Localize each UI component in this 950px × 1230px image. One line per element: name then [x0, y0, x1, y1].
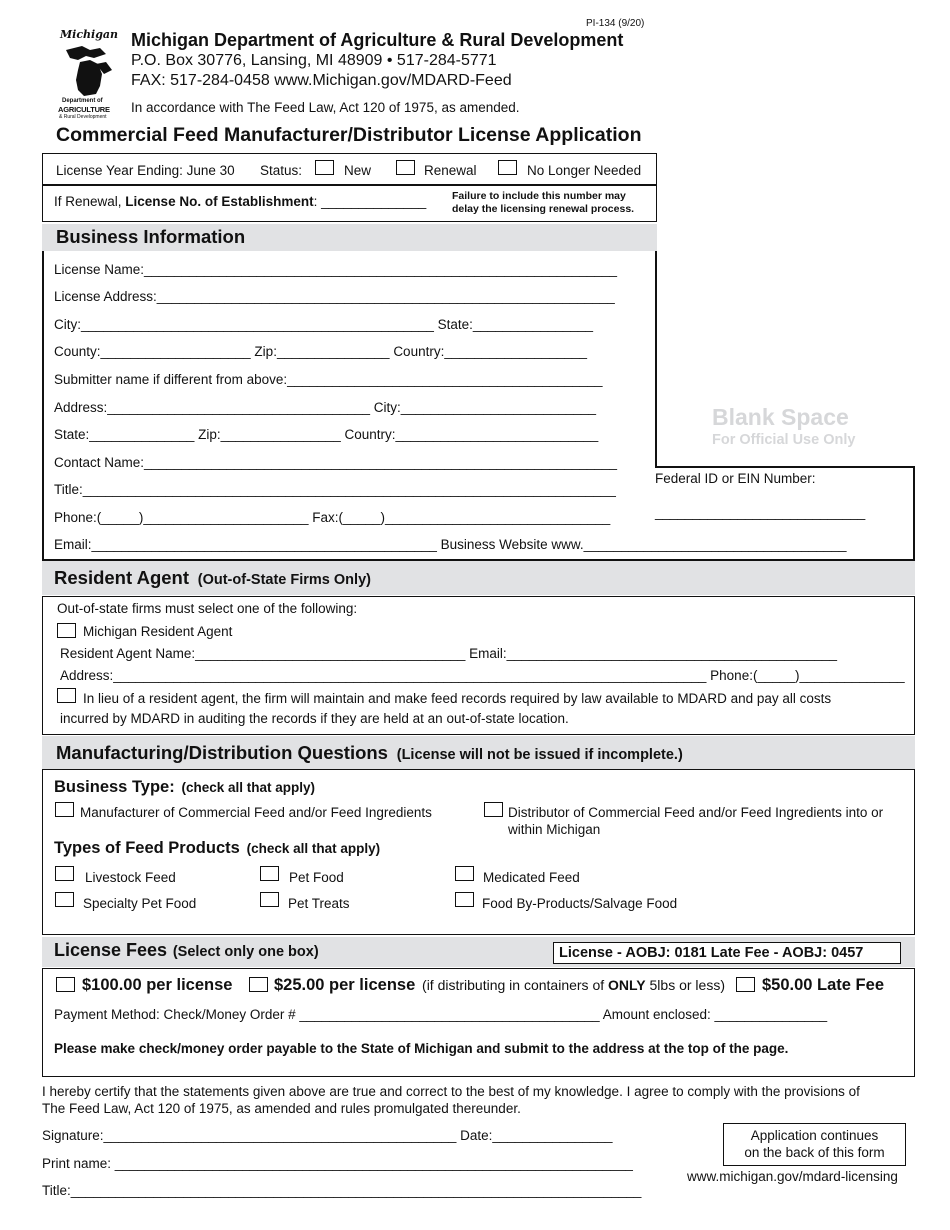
pet-food-label: Pet Food	[289, 870, 344, 885]
border-right	[913, 466, 915, 560]
fee-25-note-b: 5lbs or less)	[645, 977, 725, 993]
pet-treats-label: Pet Treats	[288, 896, 350, 911]
payment-method-field[interactable]: Payment Method: Check/Money Order # ________________________________________ Amount enclosed: _______________	[54, 1007, 828, 1022]
blank-space-label: Blank Space	[712, 404, 849, 430]
questions-heading-text: Manufacturing/Distribution Questions	[56, 742, 388, 763]
form-code: PI-134 (9/20)	[586, 18, 645, 29]
certify-line2: The Feed Law, Act 120 of 1975, as amended and rules promulgated thereunder.	[42, 1101, 521, 1116]
status-renewal-checkbox[interactable]	[396, 160, 415, 175]
status-no-longer-needed-checkbox[interactable]	[498, 160, 517, 175]
border-fedid-top	[655, 466, 915, 468]
submitter-name-field[interactable]: Submitter name if different from above:__________________________________________	[54, 372, 603, 387]
late-fee-label: $50.00 Late Fee	[762, 976, 884, 994]
fees-heading-note: (Select only one box)	[172, 944, 319, 960]
divider	[42, 184, 657, 186]
agency-name: Michigan Department of Agriculture & Rural Development	[131, 30, 624, 50]
status-label: Status:	[260, 163, 303, 178]
fees-heading-text: License Fees	[54, 940, 168, 960]
aobj-box: License - AOBJ: 0181 Late Fee - AOBJ: 0457	[553, 942, 901, 964]
questions-heading-note: (License will not be issued if incomplete.)	[396, 747, 683, 763]
logo-line3: & Rural Development	[59, 114, 107, 120]
agent-heading	[54, 567, 371, 589]
fee-25-note-a: (if distributing in containers of	[422, 977, 609, 993]
food-byproducts-label: Food By-Products/Salvage Food	[482, 896, 678, 911]
distributor-checkbox[interactable]	[484, 802, 503, 817]
submitter-address-field[interactable]: Address:___________________________________ City:__________________________	[54, 400, 597, 415]
renewal-license-number-field[interactable]	[54, 194, 426, 209]
renewal-prefix: If Renewal,	[54, 194, 126, 209]
signer-title-field[interactable]: Title:____________________________________________________________________________	[42, 1183, 642, 1198]
maintain-records-checkbox[interactable]	[57, 688, 76, 703]
agency-address: P.O. Box 30776, Lansing, MI 48909 • 517-284-5771	[131, 52, 497, 69]
page-title: Commercial Feed Manufacturer/Distributor License Application	[56, 124, 642, 146]
pet-food-checkbox[interactable]	[260, 866, 279, 881]
logo-line1: Department of	[62, 98, 103, 104]
fee-100-checkbox[interactable]	[56, 977, 75, 992]
fee-25-checkbox[interactable]	[249, 977, 268, 992]
status-new-label: New	[344, 163, 372, 178]
fee-25-text: $25.00 per license	[274, 976, 416, 994]
distributor-label-line1: Distributor of Commercial Feed and/or Feed Ingredients into or	[508, 805, 884, 820]
license-address-field[interactable]: License Address:_____________________________________________________________	[54, 289, 615, 304]
agent-heading-note: (Out-of-State Firms Only)	[197, 572, 371, 588]
renewal-suffix: : ______________	[313, 194, 427, 209]
print-name-field[interactable]: Print name: _____________________________________________________________________	[42, 1156, 633, 1171]
livestock-feed-checkbox[interactable]	[55, 866, 74, 881]
michigan-map-icon	[56, 40, 122, 100]
logo-line2: AGRICULTURE	[58, 105, 110, 114]
food-byproducts-checkbox[interactable]	[455, 892, 474, 907]
agent-name-email-field[interactable]: Resident Agent Name:____________________________________ Email:____________________________________________	[60, 646, 837, 661]
maintain-records-line2: incurred by MDARD in auditing the records if they are held at an out-of-state location.	[60, 711, 569, 726]
pet-treats-checkbox[interactable]	[260, 892, 279, 907]
fee-25-label	[274, 976, 725, 995]
feed-products-heading	[54, 839, 380, 858]
business-heading: Business Information	[56, 226, 246, 247]
border-mid	[655, 251, 657, 467]
maintain-records-line1: In lieu of a resident agent, the firm will maintain and make feed records required by law available to MDARD and pay all costs	[83, 691, 832, 706]
business-type-label: Business Type:	[54, 778, 175, 796]
federal-id-label: Federal ID or EIN Number:	[655, 471, 816, 486]
renewal-warning-line1: Failure to include this number may	[452, 190, 626, 202]
email-website-field[interactable]: Email:______________________________________________ Business Website www.___________________________________	[54, 537, 847, 552]
medicated-feed-checkbox[interactable]	[455, 866, 474, 881]
manufacturer-checkbox[interactable]	[55, 802, 74, 817]
feed-products-label: Types of Feed Products	[54, 839, 240, 857]
michigan-resident-agent-checkbox[interactable]	[57, 623, 76, 638]
law-note: In accordance with The Feed Law, Act 120 of 1975, as amended.	[131, 100, 520, 115]
manufacturer-label: Manufacturer of Commercial Feed and/or Feed Ingredients	[80, 805, 432, 820]
license-year-label: License Year Ending: June 30	[56, 163, 235, 178]
county-zip-country-field[interactable]: County:____________________ Zip:_______________ Country:___________________	[54, 344, 587, 359]
business-type-note: (check all that apply)	[181, 780, 316, 795]
specialty-pet-food-label: Specialty Pet Food	[83, 896, 197, 911]
official-use-label: For Official Use Only	[712, 432, 856, 448]
agent-heading-text: Resident Agent	[54, 567, 189, 588]
business-type-heading	[54, 778, 315, 797]
renewal-label: License No. of Establishment	[125, 194, 314, 209]
city-state-field[interactable]: City:_______________________________________________ State:________________	[54, 317, 594, 332]
payable-note: Please make check/money order payable to the State of Michigan and submit to the address at the top of the page.	[54, 1041, 789, 1056]
fee-25-note-only: ONLY	[608, 977, 646, 993]
federal-id-field[interactable]: ____________________________	[655, 505, 866, 520]
continues-line2: on the back of this form	[744, 1145, 885, 1160]
mdard-logo	[56, 28, 122, 120]
fee-100-label: $100.00 per license	[82, 976, 233, 994]
renewal-warning-line2: delay the licensing renewal process.	[452, 203, 635, 215]
distributor-label-line2: within Michigan	[508, 822, 601, 837]
phone-fax-field[interactable]: Phone:(_____)______________________ Fax:(_____)______________________________	[54, 510, 611, 525]
status-new-checkbox[interactable]	[315, 160, 334, 175]
title-field[interactable]: Title:_______________________________________________________________________	[54, 482, 616, 497]
late-fee-checkbox[interactable]	[736, 977, 755, 992]
certify-line1: I hereby certify that the statements given above are true and correct to the best of my knowledge. I agree to comply with the provisions of	[42, 1084, 860, 1099]
livestock-feed-label: Livestock Feed	[85, 870, 176, 885]
licensing-website-link[interactable]: www.michigan.gov/mdard-licensing	[687, 1169, 898, 1184]
questions-heading	[56, 742, 683, 764]
michigan-resident-agent-label: Michigan Resident Agent	[83, 624, 233, 639]
border-left	[42, 251, 44, 560]
agent-address-phone-field[interactable]: Address:_______________________________________________________________________________ Phone:(_____)______________	[60, 668, 905, 683]
specialty-pet-food-checkbox[interactable]	[55, 892, 74, 907]
agent-intro: Out-of-state firms must select one of the following:	[57, 601, 358, 616]
license-name-field[interactable]: License Name:_______________________________________________________________	[54, 262, 618, 277]
agency-fax-web: FAX: 517-284-0458 www.Michigan.gov/MDARD-Feed	[131, 72, 512, 89]
continues-line1: Application continues	[750, 1128, 879, 1143]
fees-heading	[54, 940, 319, 961]
status-renewal-label: Renewal	[424, 163, 477, 178]
contact-name-field[interactable]: Contact Name:_______________________________________________________________	[54, 455, 618, 470]
medicated-feed-label: Medicated Feed	[483, 870, 580, 885]
logo-top-text: Michigan	[60, 28, 119, 41]
submitter-state-zip-field[interactable]: State:______________ Zip:________________ Country:___________________________	[54, 427, 599, 442]
status-no-longer-needed-label: No Longer Needed	[527, 163, 642, 178]
signature-date-field[interactable]: Signature:_______________________________________________ Date:________________	[42, 1128, 613, 1143]
feed-products-note: (check all that apply)	[246, 841, 381, 856]
